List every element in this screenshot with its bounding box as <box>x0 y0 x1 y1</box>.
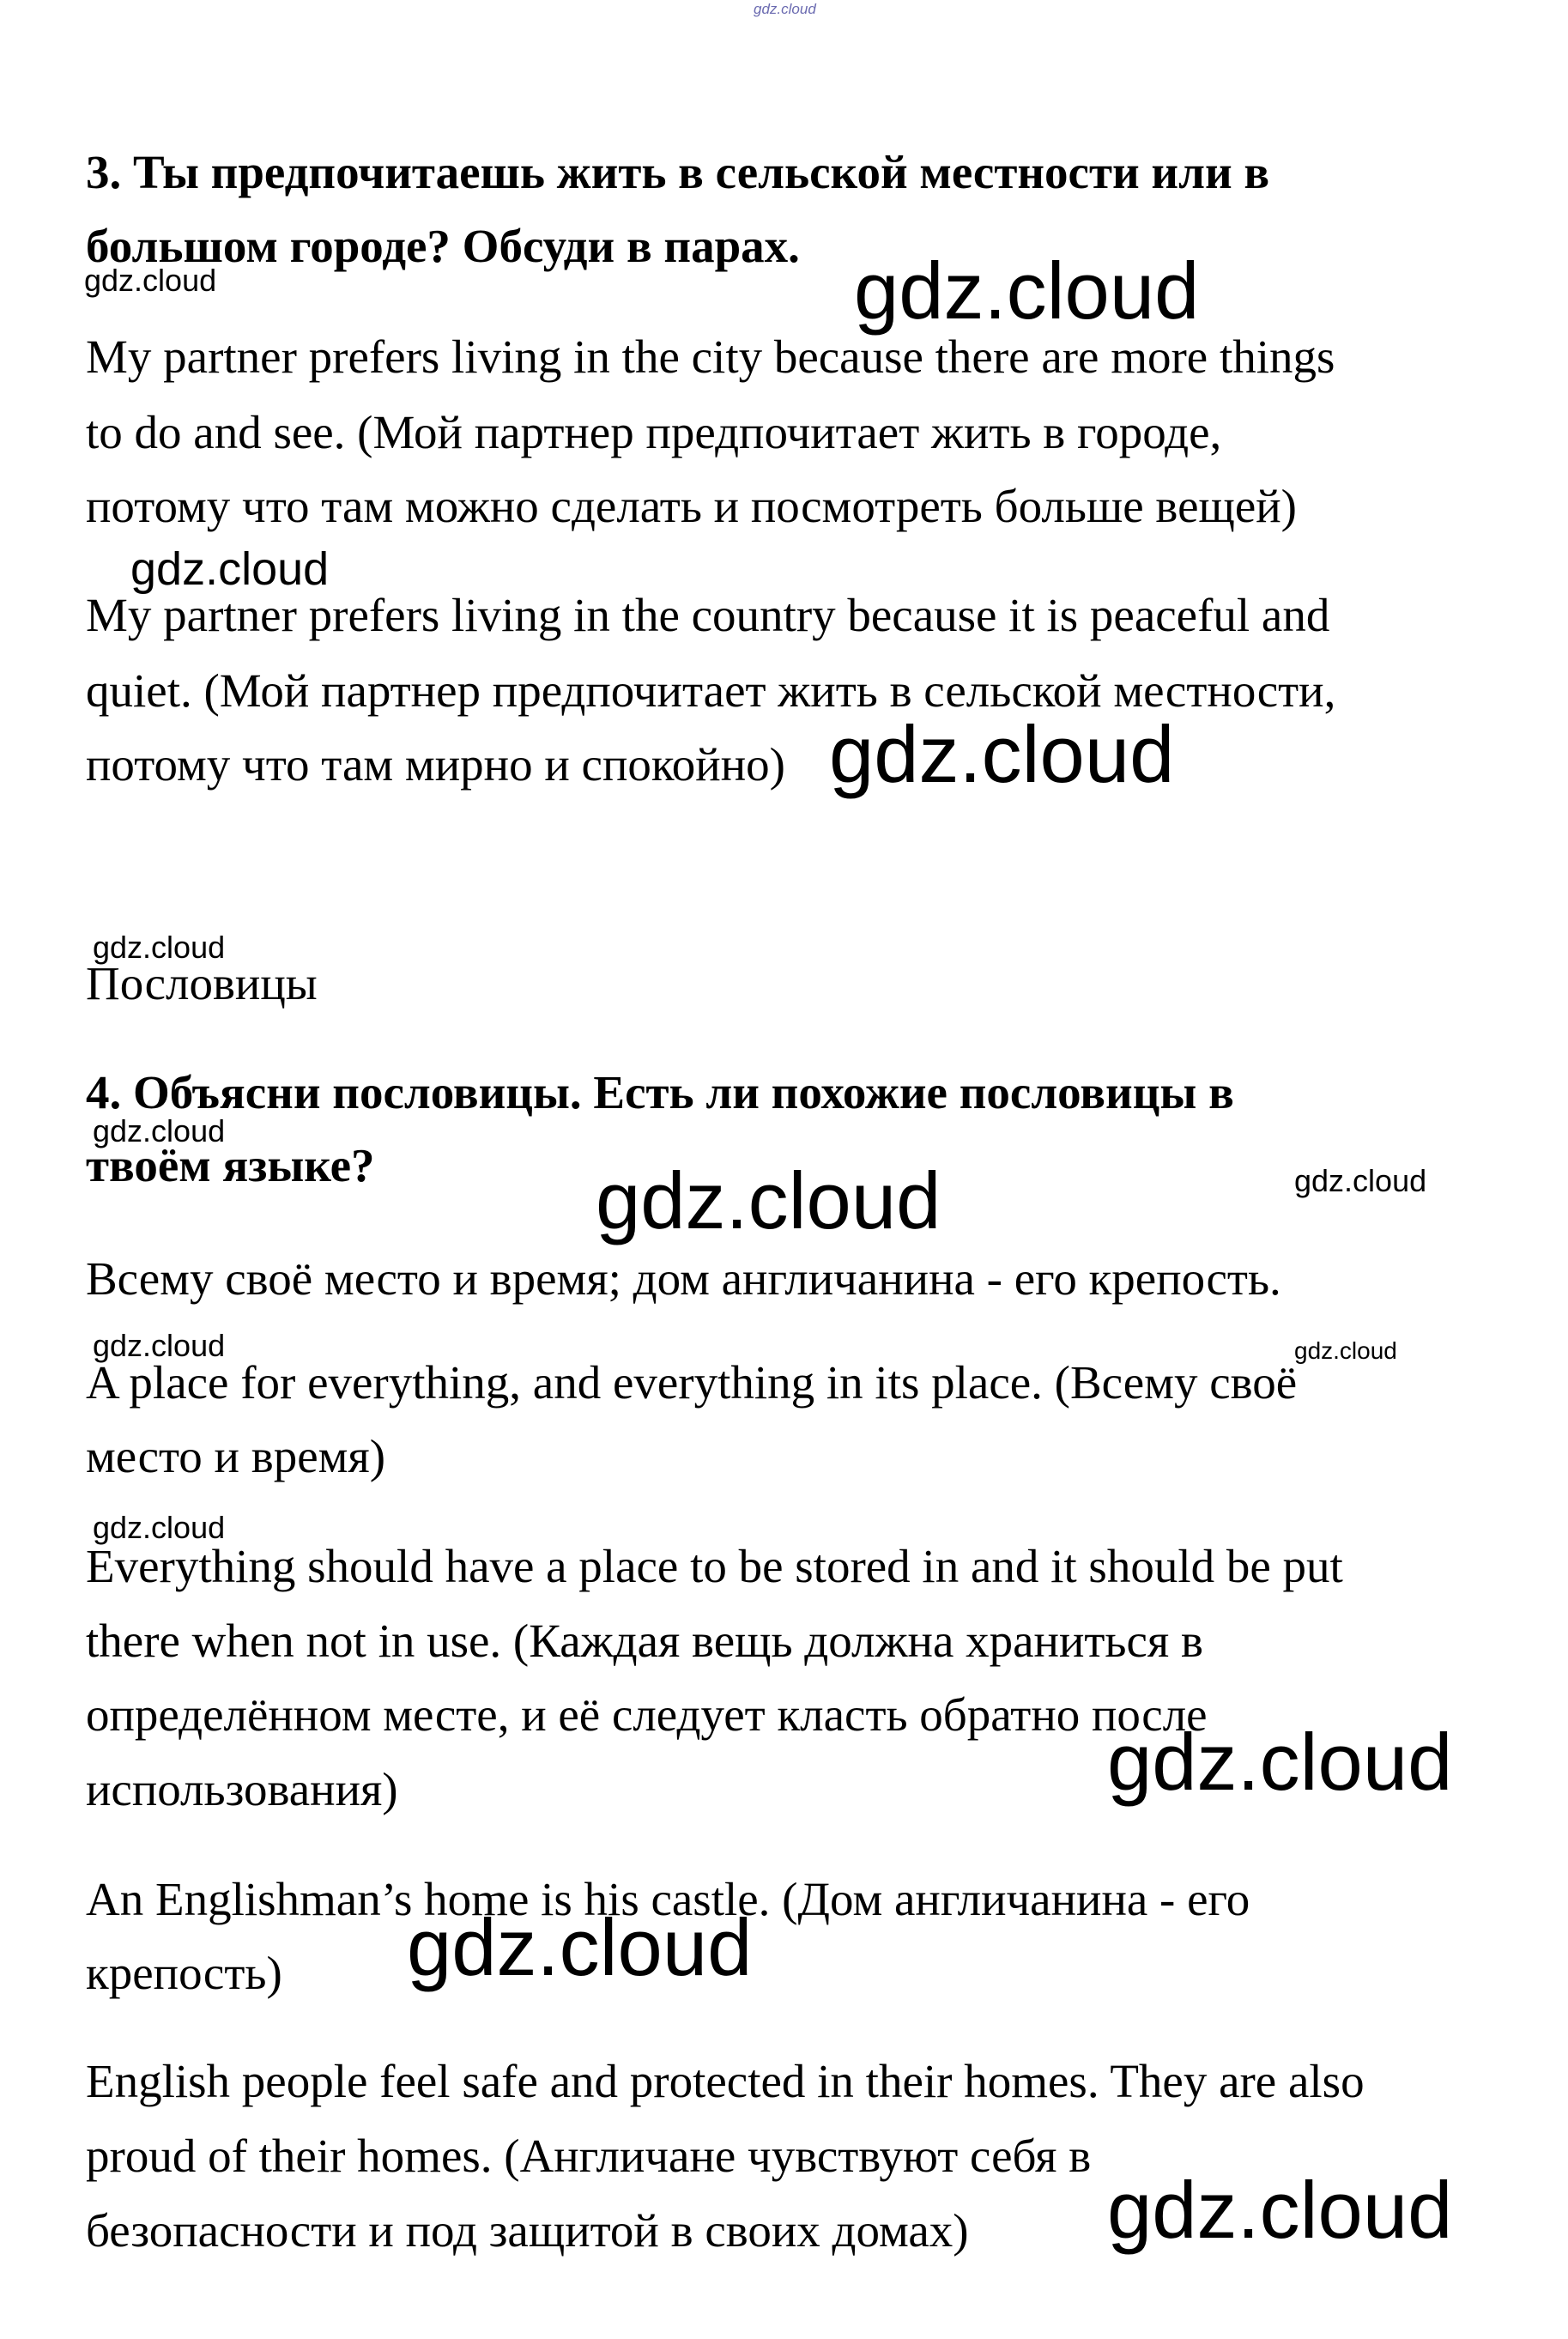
task3-answer2-line1: My partner prefers living in the country because it is peaceful and <box>86 589 1330 641</box>
watermark-small: gdz.cloud <box>93 1328 226 1363</box>
watermark-tiny: gdz.cloud <box>1294 1337 1397 1364</box>
watermark-large: gdz.cloud <box>596 1155 941 1245</box>
task3-answer1-line3: потому что там можно сделать и посмотреть больше вещей) <box>86 480 1297 532</box>
proverb1-explanation-line3: определённом месте, и её следует класть обратно после <box>86 1688 1208 1741</box>
proverb2-line1: An Englishman’s home is his castle. (Дом англичанина - его <box>86 1873 1250 1925</box>
proverb1-explanation-line4: использования) <box>86 1763 398 1815</box>
proverb2-explanation-line2: proud of their homes. (Англичане чувствуют себя в <box>86 2130 1092 2182</box>
watermark-large: gdz.cloud <box>1107 1717 1453 1807</box>
watermark-large: gdz.cloud <box>854 245 1200 336</box>
watermark-small: gdz.cloud <box>84 263 217 298</box>
task4-heading-line2: твоём языке? <box>86 1139 375 1191</box>
task4-proverbs-line: Всему своё место и время; дом англичанина - его крепость. <box>86 1252 1281 1305</box>
task3-answer1-line1: My partner prefers living in the city because there are more things <box>86 330 1335 383</box>
watermark-large: gdz.cloud <box>829 709 1175 799</box>
watermark-small: gdz.cloud <box>93 1113 226 1148</box>
watermark-large: gdz.cloud <box>407 1902 753 1992</box>
task4-heading-line1: 4. Объясни пословицы. Есть ли похожие пословицы в <box>86 1066 1234 1118</box>
task3-heading-line1: 3. Ты предпочитаешь жить в сельской местности или в <box>86 146 1270 198</box>
section-title: Пословицы <box>86 957 318 1009</box>
task3-heading-line2: большом городе? Обсуди в парах. <box>86 220 800 272</box>
watermark-small: gdz.cloud <box>93 930 226 965</box>
watermark-small: gdz.cloud <box>1294 1163 1427 1198</box>
proverb2-line2: крепость) <box>86 1947 282 1999</box>
watermark-small: gdz.cloud <box>93 1510 226 1545</box>
watermark-top: gdz.cloud <box>754 1 816 17</box>
proverb1-explanation-line1: Everything should have a place to be stored in and it should be put <box>86 1540 1343 1592</box>
watermark-large: gdz.cloud <box>1107 2165 1453 2255</box>
task3-answer1-line2: to do and see. (Мой партнер предпочитает жить в городе, <box>86 406 1222 458</box>
proverb1-explanation-line2: there when not in use. (Каждая вещь должна храниться в <box>86 1615 1203 1667</box>
proverb1-line2: место и время) <box>86 1430 386 1482</box>
proverb2-explanation-line1: English people feel safe and protected in their homes. They are also <box>86 2055 1365 2107</box>
task3-answer2-line3: потому что там мирно и спокойно) <box>86 738 785 791</box>
watermark-medium: gdz.cloud <box>130 543 330 595</box>
task3-answer2-line2: quiet. (Мой партнер предпочитает жить в сельской местности, <box>86 664 1336 717</box>
proverb2-explanation-line3: безопасности и под защитой в своих домах) <box>86 2204 969 2257</box>
proverb1-line1: A place for everything, and everything in its place. (Всему своё <box>86 1356 1298 1409</box>
